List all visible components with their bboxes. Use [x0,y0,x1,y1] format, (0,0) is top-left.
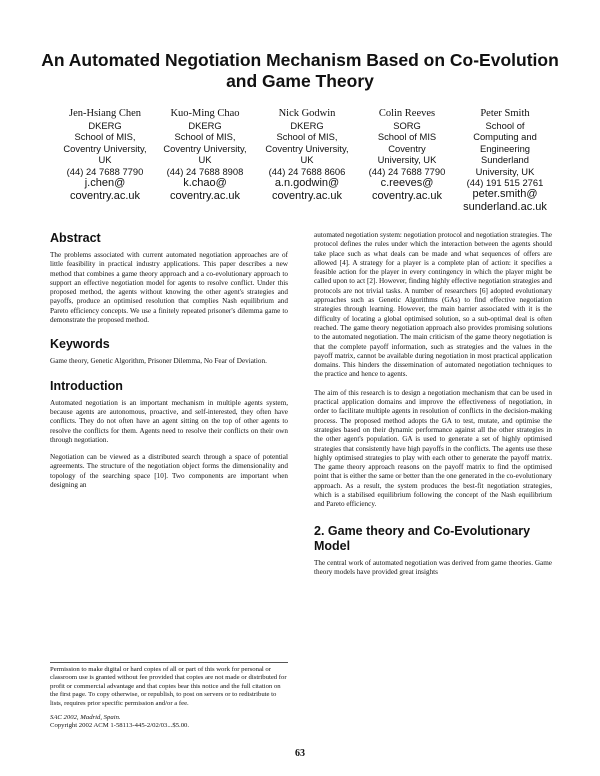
conference-venue: SAC 2002, Madrid, Spain. [50,714,121,722]
author-affiliation: UK [198,154,212,166]
author-affiliation: DKERG [88,120,122,131]
abstract-text: The problems associated with current automated negotiation approaches are of little feasibility in practical industry applications. This paper describes a new method that combines a game theory approach and a co-evolutionary approach to support an effective negotiation model for agents to resolve conflict. Under this proposed method, the agents without knowing the other agent's strategies and payoffs, produce an optimised resolution that complies Nash equilibrium and Pareto efficiency concepts. We use a finitely repeated prisoner's dilemma game to demonstrate the proposed method. [50,251,288,325]
introduction-paragraph: Negotiation can be viewed as a distributed search through a space of potential agreements. The structure of the negotiation object forms the dimensionality and topology of the searching space [10]. Two components are important when designing an [50,453,288,490]
introduction-heading: Introduction [50,378,123,393]
author-affiliation: University, UK [475,165,535,177]
author-5 [450,108,560,213]
author-phone: (44) 191 515 2761 [466,177,544,189]
author-affiliation: Engineering [479,142,531,154]
keywords-text: Game theory, Genetic Algorithm, Prisoner Dilemma, No Fear of Deviation. [50,357,267,366]
author-affiliation: School of MIS, [174,131,236,143]
author-email: peter.smith@ [472,188,538,201]
author-affiliation: Coventry University, [265,142,349,154]
author-phone: (44) 24 7688 8908 [166,165,244,177]
author-email: a.n.godwin@ [274,177,340,190]
copyright-text: Permission to make digital or hard copies of all or part of this work for personal or classroom use is granted without fee provided that copies are not made or distributed for profit or commercial advantage and that copies bear this notice and the full citation on the first page. To copy otherwise, or republish, to post on servers or to redistribute to lists, requires prior specific permission and/or a fee. [50,666,287,707]
author-email: sunderland.ac.uk [463,200,547,213]
author-email: k.chao@ [183,177,227,190]
page-number: 63 [295,748,305,759]
author-phone: (44) 24 7688 7790 [368,165,446,177]
author-affiliation: School of MIS, [74,131,136,143]
author-affiliation: UK [300,154,314,166]
author-affiliation: University, UK [377,154,437,166]
author-affiliation: DKERG [290,120,324,131]
copyright-notice [50,662,288,731]
body-paragraph: automated negotiation system: negotiation protocol and negotiation strategies. The protocol defines the rules under which the interaction between the agents should take place such as what deals can be made and what sequences of offers are allowed [4]. A strategy for a player is a complete plan of action: it specifies a feasible action for the player in every contingency in which the player might be called upon to act [2]. However, finding highly effective negotiation strategies and protocols are not trivial tasks. A number of researchers [6] adopted evolutionary approaches such as Genetic Algorithms (GAs) to find effective negotiation strategies through learning. However, the main barrier associated with it is the difficulty of locating a global optimised solution, so a sub-optimal deal is often reached. The game theory negotiation approach also provides promising solutions to the automated negotiation. The main criticism of the game theory negotiation is that the complete payoff information, such as strategies and the values in the payoff matrix, cannot be available during negotiation in most practical application domains. This hinders the dissemination of automated negotiation techniques to the practice and hence to agents. [314,231,552,379]
section-2-heading: 2. Game theory and Co-Evolutionary Model [314,523,531,553]
author-affiliation: Sunderland [481,154,529,166]
author-phone: (44) 24 7688 8606 [268,165,346,177]
author-name: Jen-Hsiang Chen [68,108,142,119]
author-name: Nick Godwin [278,108,336,119]
author-name: Kuo-Ming Chao [170,108,240,119]
author-name: Colin Reeves [378,108,436,119]
body-paragraph: The aim of this research is to design a negotiation mechanism that can be used in practical application domains and improve the effectiveness of negotiation, in order to facilitate multiple agents in resolution of conflicts in the decision-making process. The proposed method adopts the GA to test, mutate, and optimise the strategies based on their dynamic performance against all the other strategies in the other agent's population. GA is used to generate a set of highly optimised strategies that consistently have high payoffs in the conflicts. The agents use these highly optimised strategies to play with each other to generate the payoff matrix. The game theory approach reasons on the payoff matrix to find the optimised point that is either the same or better than the one generated in the co-evolutionary approach. As a result, the system produces the best-fit negotiation strategies, which is a stabilised equilibrium following the concept of the Nash equilibrium and Pareto efficiency. [314,388,552,509]
author-affiliation: Coventry [388,142,426,154]
author-3 [252,108,362,202]
section-2-text: The central work of automated negotiation was derived from game theories. Game theory models have provided great insights [314,558,552,576]
author-affiliation: School of [485,120,525,131]
author-affiliation: School of MIS [377,131,437,143]
abstract-heading: Abstract [50,231,101,245]
author-affiliation: SORG [393,120,421,131]
author-email: j.chen@ [84,177,126,190]
author-affiliation: Coventry University, [63,142,147,154]
author-name: Peter Smith [480,108,530,119]
author-email: c.reeves@ [380,177,434,190]
paper-title: An Automated Negotiation Mechanism Based on Co-Evolution and Game Theory [41,50,559,91]
author-affiliation: Computing and [473,131,537,143]
author-email: coventry.ac.uk [169,189,241,202]
author-affiliation: DKERG [188,120,222,131]
right-column [314,231,552,577]
author-affiliation: UK [98,154,112,166]
author-affiliation: School of MIS, [276,131,338,143]
author-4 [352,108,462,202]
author-1 [50,108,160,202]
keywords-heading: Keywords [50,337,110,352]
copyright-isbn: Copyright 2002 ACM 1-58113-445-2/02/03...$5.00. [50,722,190,730]
author-email: coventry.ac.uk [69,189,141,202]
author-email: coventry.ac.uk [371,189,443,202]
introduction-paragraph: Automated negotiation is an important mechanism in multiple agents system, because agents are autonomous, proactive, and self-interested, they often have conflicts. They do not often have an agent sitting on the top of other agents to resolve the conflicts for them. Agents need to resolve their conflicts on their own through negotiation. [50,398,288,444]
author-email: coventry.ac.uk [271,189,343,202]
author-2 [150,108,260,202]
author-affiliation: Coventry University, [163,142,247,154]
left-column [50,231,288,490]
author-phone: (44) 24 7688 7790 [66,165,144,177]
